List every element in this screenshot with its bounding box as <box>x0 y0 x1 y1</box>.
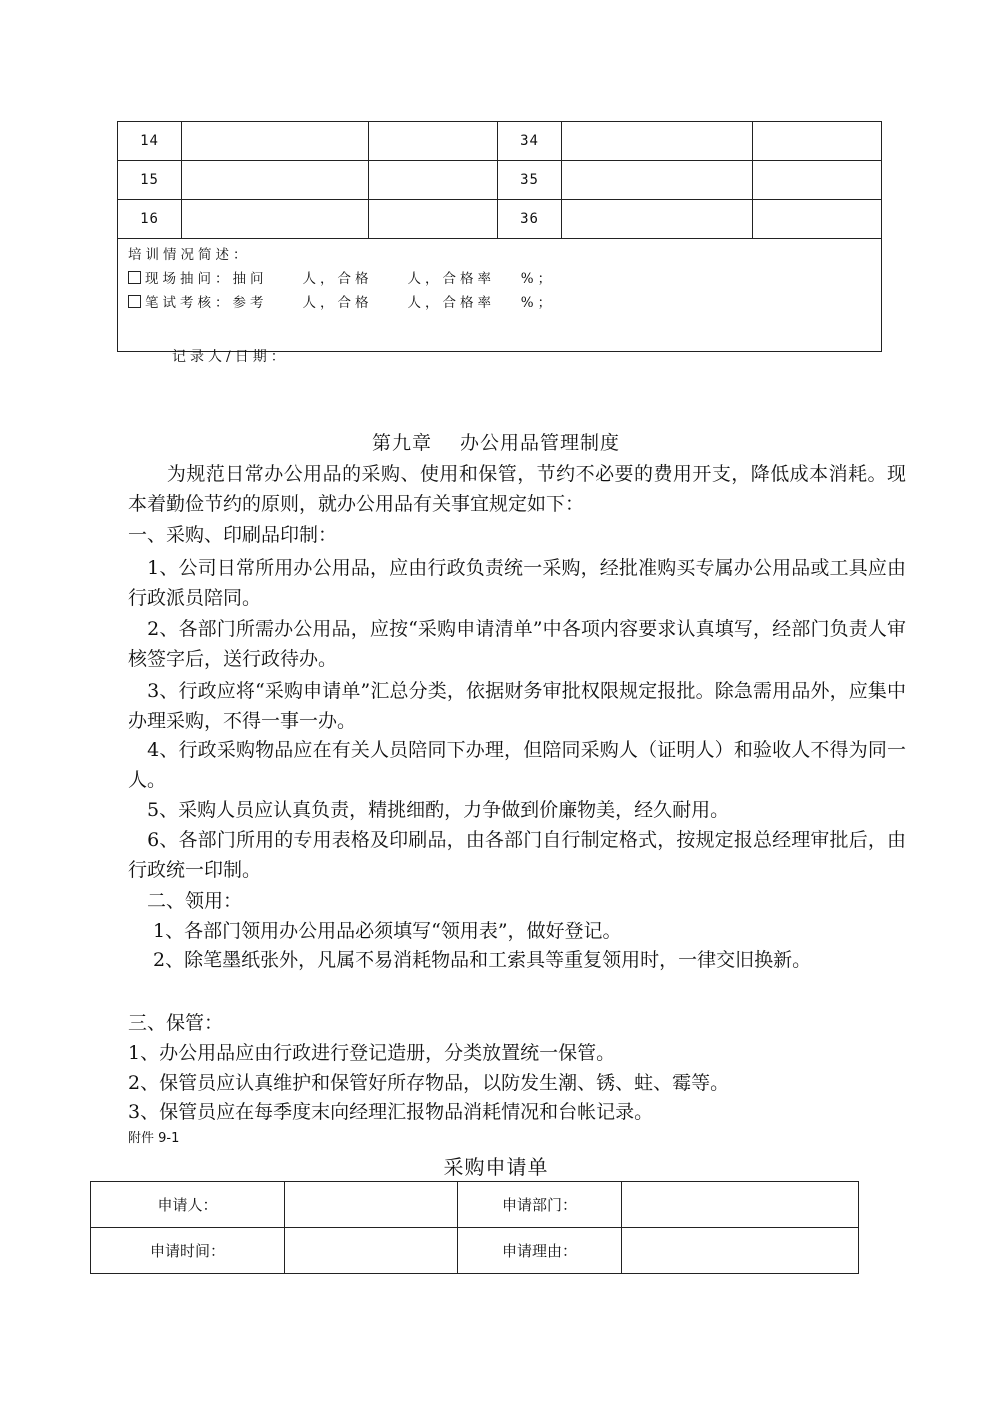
row-number: 15 <box>118 161 182 200</box>
row-number: 14 <box>118 122 182 161</box>
name-cell[interactable] <box>562 122 753 161</box>
applicant-field[interactable] <box>285 1182 458 1228</box>
clause-paragraph: 2、各部门所需办公用品，应按“采购申请清单”中各项内容要求认真填写，经部门负责人审核签字后，送行政待办。 <box>128 618 906 670</box>
clause-paragraph: 2、保管员应认真维护和保管好所存物品，以防发生潮、锈、蛀、霉等。 <box>128 1072 730 1094</box>
score-cell[interactable] <box>369 122 498 161</box>
row-number: 34 <box>498 122 562 161</box>
request-time-label: 申请时间： <box>91 1228 285 1274</box>
checkbox-icon[interactable] <box>128 295 141 308</box>
department-field[interactable] <box>622 1182 859 1228</box>
section-heading: 三、保管： <box>128 1012 224 1034</box>
score-cell[interactable] <box>369 200 498 239</box>
table-row <box>118 200 882 239</box>
row-number: 16 <box>118 200 182 239</box>
score-cell[interactable] <box>753 161 882 200</box>
chapter-title: 办公用品管理制度 <box>460 432 621 454</box>
score-cell[interactable] <box>753 122 882 161</box>
checkbox-icon[interactable] <box>128 271 141 284</box>
name-cell[interactable] <box>182 122 369 161</box>
clause-paragraph: 3、保管员应在每季度末向经理汇报物品消耗情况和台帐记录。 <box>128 1101 654 1123</box>
clause-paragraph: 1、各部门领用办公用品必须填写“领用表”，做好登记。 <box>128 920 622 942</box>
written-exam-line: 笔试考核：参考 人，合格 人，合格率 %； <box>128 291 871 315</box>
request-reason-field[interactable] <box>622 1228 859 1274</box>
score-cell[interactable] <box>753 200 882 239</box>
table-row <box>91 1182 859 1228</box>
purchase-request-form <box>90 1181 859 1274</box>
training-summary <box>118 239 882 352</box>
clause-paragraph: 3、行政应将“采购申请单”汇总分类，依据财务审批权限规定报批。除急需用品外，应集中办理采购，不得一事一办。 <box>128 680 906 732</box>
name-cell[interactable] <box>182 200 369 239</box>
table-row <box>91 1228 859 1274</box>
clause-paragraph: 1、公司日常所用办公用品，应由行政负责统一采购，经批准购买专属办公用品或工具应由行政派员陪同。 <box>128 557 906 609</box>
intro-paragraph: 为规范日常办公用品的采购、使用和保管，节约不必要的费用开支，降低成本消耗。现本着勤俭节约的原则，就办公用品有关事宜规定如下： <box>128 463 906 515</box>
clause-paragraph: 1、办公用品应由行政进行登记造册，分类放置统一保管。 <box>128 1042 616 1064</box>
onsite-quiz-line: 现场抽问：抽问 人，合格 人，合格率 %； <box>128 267 871 291</box>
table-row <box>118 161 882 200</box>
applicant-label: 申请人： <box>91 1182 285 1228</box>
summary-row <box>118 239 882 352</box>
form-title: 采购申请单 <box>443 1155 549 1179</box>
name-cell[interactable] <box>182 161 369 200</box>
row-number: 35 <box>498 161 562 200</box>
summary-title: 培训情况简述： <box>128 247 251 263</box>
request-reason-label: 申请理由： <box>458 1228 622 1274</box>
training-record-table <box>117 121 882 352</box>
section-heading: 二、领用： <box>128 890 243 912</box>
table-row <box>118 122 882 161</box>
row-number: 36 <box>498 200 562 239</box>
name-cell[interactable] <box>562 200 753 239</box>
clause-paragraph: 5、采购人员应认真负责，精挑细酌，力争做到价廉物美，经久耐用。 <box>128 799 730 821</box>
clause-paragraph: 2、除笔墨纸张外，凡属不易消耗物品和工索具等重复领用时，一律交旧换新。 <box>128 949 812 971</box>
chapter-heading <box>0 428 992 455</box>
attachment-label: 附件 9-1 <box>128 1131 180 1146</box>
name-cell[interactable] <box>562 161 753 200</box>
score-cell[interactable] <box>369 161 498 200</box>
recorder-date-label: 记录人/日期： <box>172 349 289 365</box>
department-label: 申请部门： <box>458 1182 622 1228</box>
clause-paragraph: 4、行政采购物品应在有关人员陪同下办理，但陪同采购人（证明人）和验收人不得为同一人。 <box>128 739 906 791</box>
clause-paragraph: 6、各部门所用的专用表格及印刷品，由各部门自行制定格式，按规定报总经理审批后，由行政统一印制。 <box>128 829 906 881</box>
section-heading: 一、采购、印刷品印制： <box>128 524 338 546</box>
chapter-number: 第九章 <box>371 432 432 454</box>
request-time-field[interactable] <box>285 1228 458 1274</box>
